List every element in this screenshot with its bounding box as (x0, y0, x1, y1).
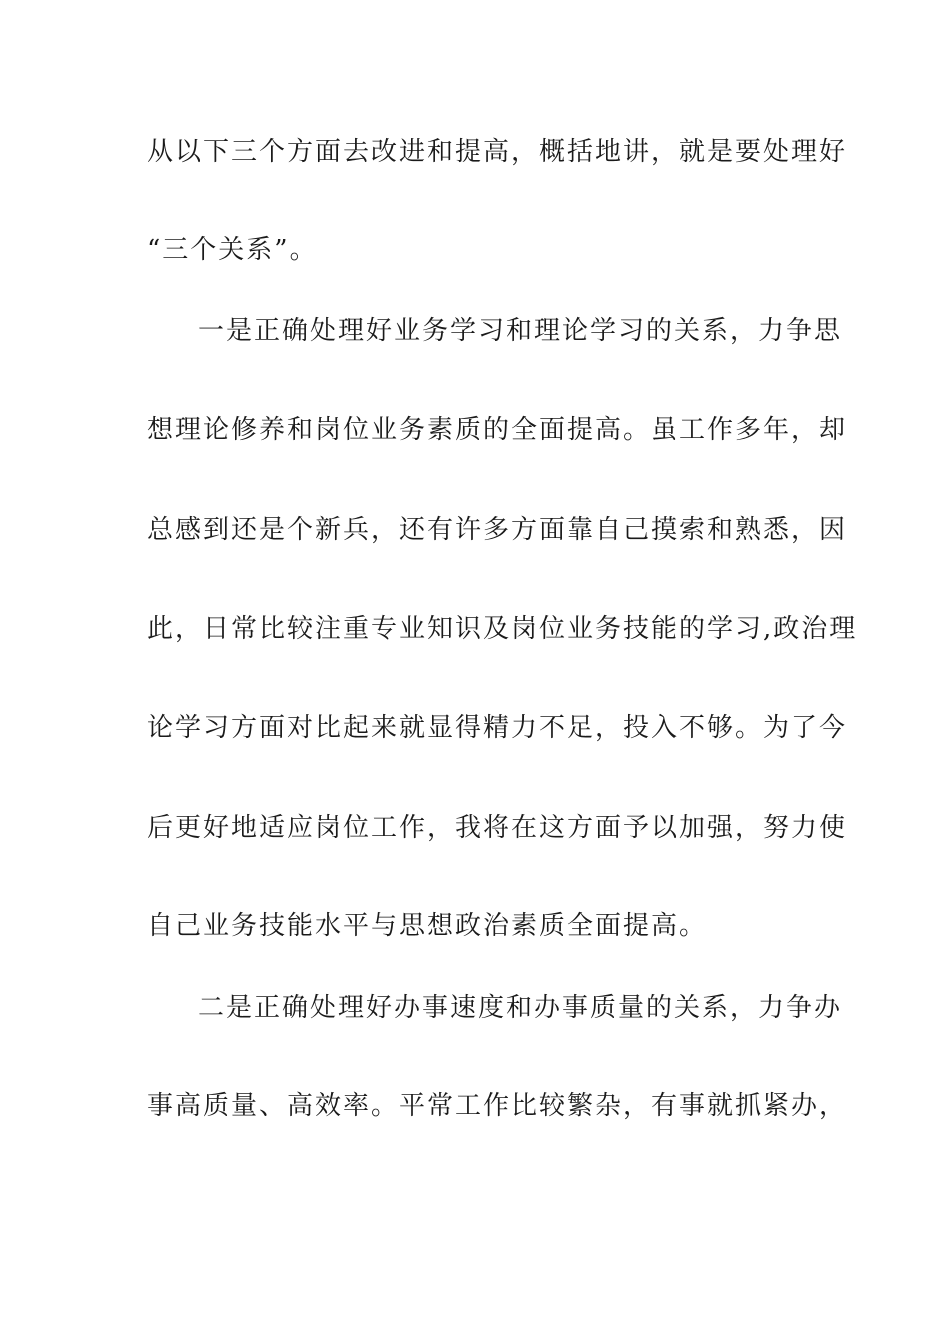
paragraph-line: 总感到还是个新兵，还有许多方面靠自己摸索和熟悉，因 (147, 515, 848, 545)
paragraph-line: “三个关系”。 (147, 235, 318, 265)
paragraph-line: 自己业务技能水平与思想政治素质全面提高。 (147, 911, 708, 941)
paragraph-first-line: 二是正确处理好办事速度和办事质量的关系，力争办 (198, 993, 843, 1023)
paragraph-line: 论学习方面对比起来就显得精力不足，投入不够。为了今 (147, 713, 848, 743)
paragraph-first-line: 一是正确处理好业务学习和理论学习的关系，力争思 (198, 316, 843, 346)
paragraph-line: 事高质量、高效率。平常工作比较繁杂，有事就抓紧办， (147, 1091, 848, 1121)
paragraph-line: 后更好地适应岗位工作，我将在这方面予以加强，努力使 (147, 813, 848, 843)
paragraph-line: 此，日常比较注重专业知识及岗位业务技能的学习,政治理 (147, 614, 858, 644)
paragraph-line: 想理论修养和岗位业务素质的全面提高。虽工作多年，却 (147, 415, 848, 445)
paragraph-line: 从以下三个方面去改进和提高，概括地讲，就是要处理好 (147, 137, 848, 167)
